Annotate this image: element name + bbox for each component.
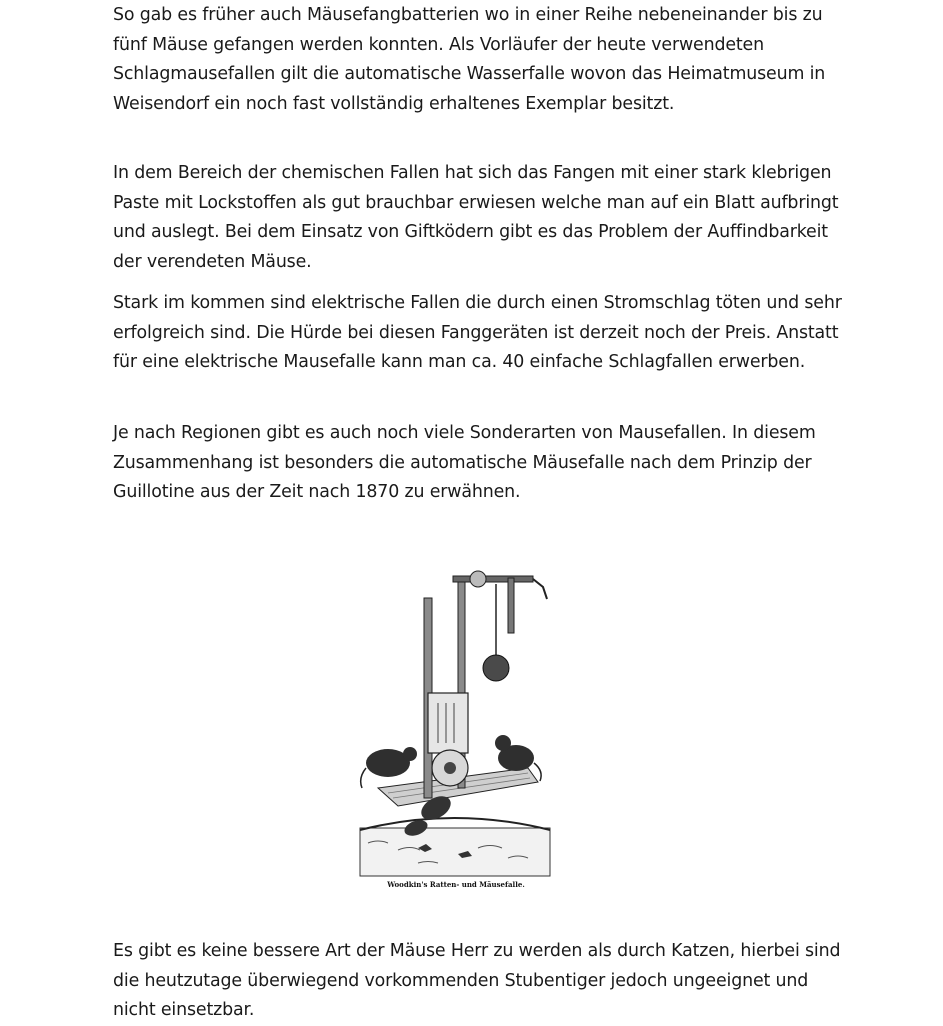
paragraph-chemical-traps: In dem Bereich der chemischen Fallen hat sich das Fangen mit einer stark klebrigen Paste mit Lockstoffen als gut brauchbar erwiesen welche man auf ein Blatt aufbringt und auslegt. Bei dem Einsatz von Giftködern gibt es das Problem der Auffindbarkeit der verendeten Mäuse.	[113, 163, 839, 272]
paragraph-cats: Es gibt es keine bessere Art der Mäuse Herr zu werden als durch Katzen, hierbei sind die heutzutage überwiegend vorkommenden Stubentiger jedoch ungeeignet und nicht einsetzbar.	[113, 941, 841, 1020]
engraving-image	[358, 558, 554, 878]
paragraph-special-traps: Je nach Regionen gibt es auch noch viele Sonderarten von Mausefallen. In diesem Zusammenhang ist besonders die automatische Mäusefalle nach dem Prinzip der Guillotine aus der Zeit nach 1870 zu erwähnen.	[113, 423, 816, 502]
figure-caption: Woodkin's Ratten- und Mäusefalle.	[387, 880, 525, 889]
paragraph-electric-traps: Stark im kommen sind elektrische Fallen die durch einen Stromschlag töten und sehr erfolgreich sind. Die Hürde bei diesen Fanggeräten ist derzeit noch der Preis. Anstatt für eine elektrische Mausefalle kann man ca. 40 einfache Schlagfallen erwerben.	[113, 293, 842, 372]
guillotine-trap-illustration	[358, 558, 554, 894]
paragraph-mouse-battery-traps: So gab es früher auch Mäusefangbatterien wo in einer Reihe nebeneinander bis zu fünf Mäuse gefangen werden konnten. Als Vorläufer der heute verwendeten Schlagmausefallen gilt die automatische Wasserfalle wovon das Heimatmuseum in Weisendorf ein noch fast vollständig erhaltenes Exemplar besitzt.	[113, 5, 826, 114]
